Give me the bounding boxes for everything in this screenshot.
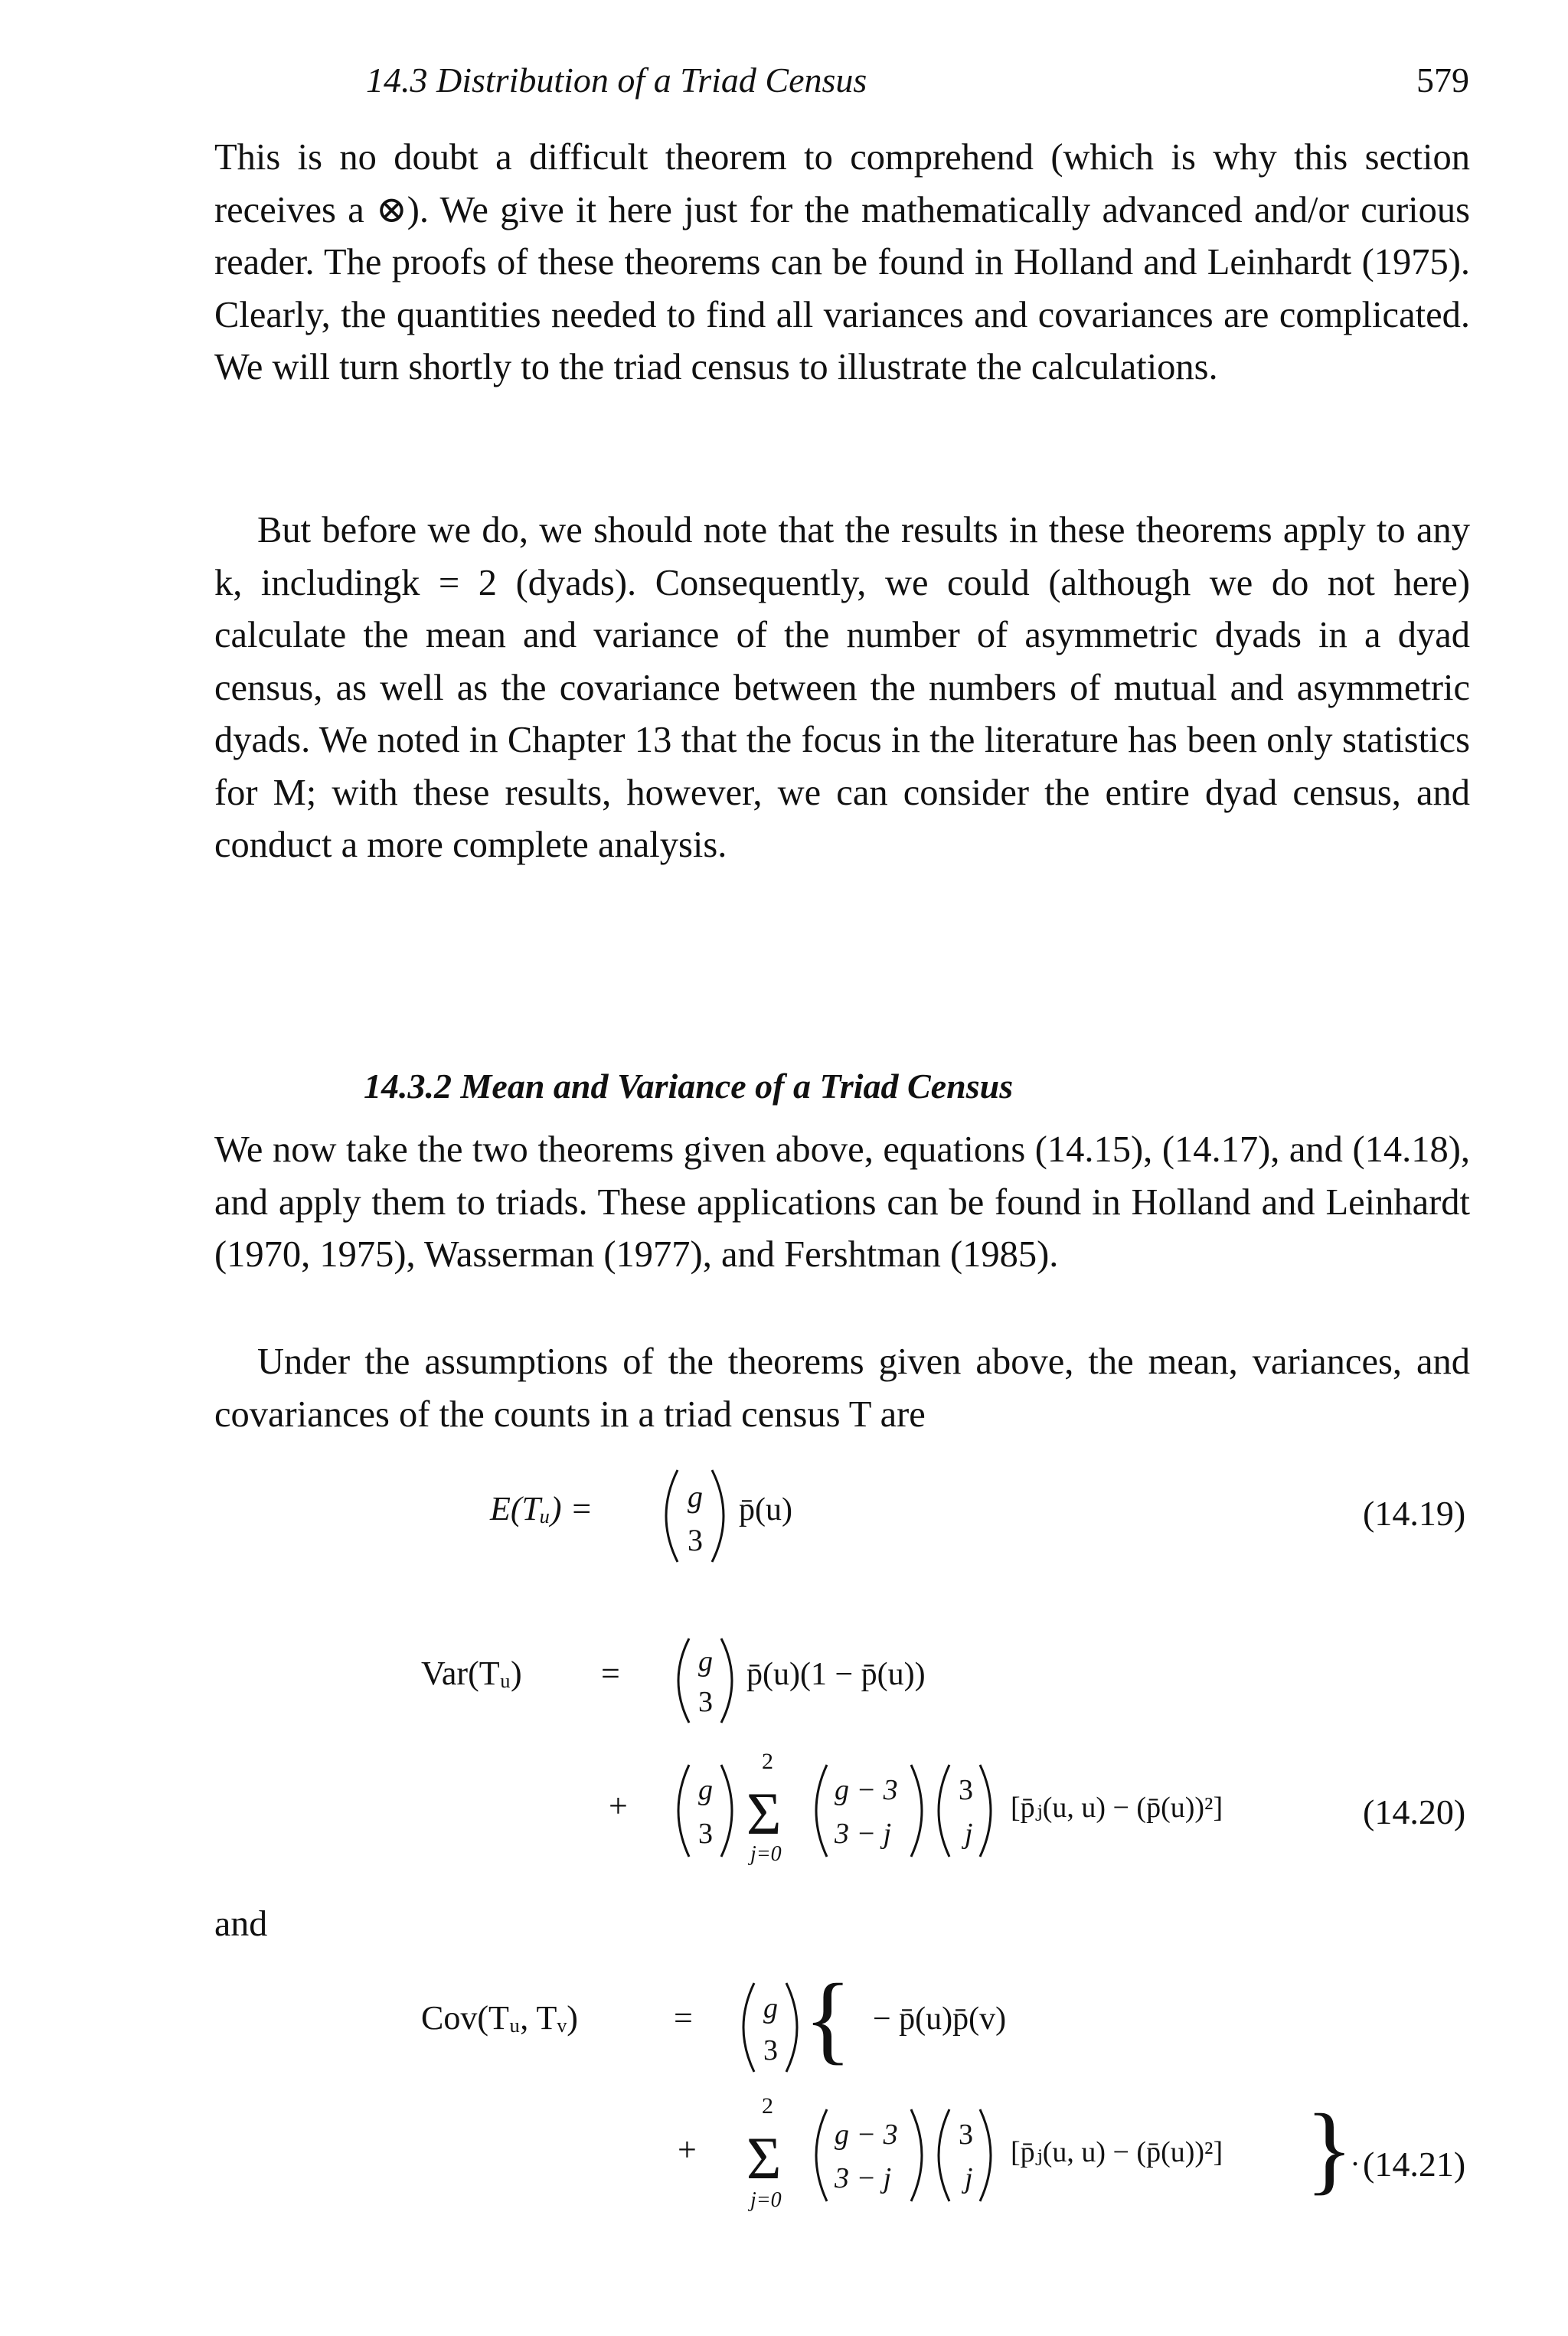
svg-text:j=0: j=0: [750, 2188, 782, 2212]
variance-lhs: Var(Tᵤ): [421, 1655, 522, 1692]
svg-text:g: g: [698, 1645, 713, 1678]
paragraph-4: Under the assumptions of the theorems given above, the mean, variances, and covariances of the counts in a triad census T are: [214, 1341, 1470, 1435]
equals-sign: =: [601, 1655, 620, 1692]
covariance-lhs: Cov(Tᵤ, Tᵥ): [421, 1999, 578, 2037]
equation-number-14-19: (14.19): [1363, 1494, 1466, 1533]
running-title: 14.3 Distribution of a Triad Census: [366, 60, 867, 100]
svg-text:.: .: [1351, 2138, 1359, 2172]
variance-first-term: p̄(u)(1 − p̄(u)): [746, 1657, 926, 1692]
svg-text:3 − j: 3 − j: [835, 2162, 892, 2194]
left-brace: {: [804, 1964, 852, 2074]
right-brace: }: [1305, 2094, 1354, 2204]
svg-text:+: +: [678, 2131, 697, 2168]
svg-text:g: g: [698, 1774, 713, 1806]
pbar-u: p̄(u): [739, 1492, 792, 1527]
svg-text:3 − j: 3 − j: [835, 1818, 892, 1850]
covariance-first-term: − p̄(u)p̄(v): [873, 2001, 1007, 2037]
paragraph-3: We now take the two theorems given above, equations (14.15), (14.17), and (14.18), and apply them to triads. These applications can be found in Holland and Leinhardt (1970, 1975), Wasserman (1977), and Fershtman (1985).: [214, 1129, 1470, 1275]
covariance-bracket-term: [p̄ⱼ(u, u) − (p̄(u))²]: [1011, 2136, 1223, 2168]
svg-text:3: 3: [698, 1686, 713, 1718]
binom-top: g: [688, 1479, 703, 1514]
section-heading: 14.3.2 Mean and Variance of a Triad Census: [364, 1067, 1014, 1106]
equation-14-21-body: [352, 1960, 1501, 2220]
svg-text:3: 3: [959, 1774, 973, 1806]
connective-and: and: [214, 1903, 268, 1944]
plus-sign: +: [609, 1787, 628, 1825]
svg-text:j: j: [965, 1818, 973, 1850]
page-number: 579: [1416, 60, 1469, 100]
svg-text:3: 3: [959, 2119, 973, 2151]
svg-text:g − 3: g − 3: [835, 1774, 898, 1806]
equation-14-19-body: [337, 1439, 1485, 1593]
svg-text:2: 2: [762, 1749, 773, 1774]
variance-bracket-term: [p̄ⱼ(u, u) − (p̄(u))²]: [1011, 1792, 1223, 1824]
expectation-lhs: E(Tᵤ) =: [490, 1490, 593, 1527]
svg-text:g − 3: g − 3: [835, 2119, 898, 2151]
equation-number-14-20: (14.20): [1363, 1792, 1466, 1831]
svg-text:j=0: j=0: [750, 1842, 782, 1866]
svg-text:j: j: [965, 2162, 973, 2194]
svg-text:3: 3: [763, 2034, 778, 2066]
paragraph-1: This is no doubt a difficult theorem to comprehend (which is why this section receives a ⊗). We give it here just for the mathematically advanced and/or curious reader. The proofs of these theorems can be found in Holland and Leinhardt (1975). Clearly, the quantities needed to find all variances and covariances are complicated. We will turn shortly to the triad census to illustrate the calculations.: [214, 137, 1470, 387]
paragraph-2: But before we do, we should note that the results in these theorems apply to any k, includingk = 2 (dyads). Consequently, we could (although we do not here) calculate the mean and variance of the number of asymmetric dyads in a dyad census, as well as the covariance between the numbers of mutual and asymmetric dyads. We noted in Chapter 13 that the focus in the literature has been only statistics for M; with these results, however, we can consider the entire dyad census, and conduct a more complete analysis.: [214, 510, 1470, 865]
svg-text:Σ: Σ: [746, 2125, 782, 2191]
svg-text:2: 2: [762, 2093, 773, 2119]
equation-number-14-21: (14.21): [1363, 2145, 1466, 2184]
svg-text:=: =: [674, 1999, 693, 2037]
equation-14-20-body: [352, 1623, 1501, 1868]
binom-bottom: 3: [688, 1523, 703, 1557]
svg-text:g: g: [763, 1992, 778, 2024]
summation-sign: Σ: [746, 1780, 782, 1847]
svg-text:3: 3: [698, 1818, 713, 1850]
